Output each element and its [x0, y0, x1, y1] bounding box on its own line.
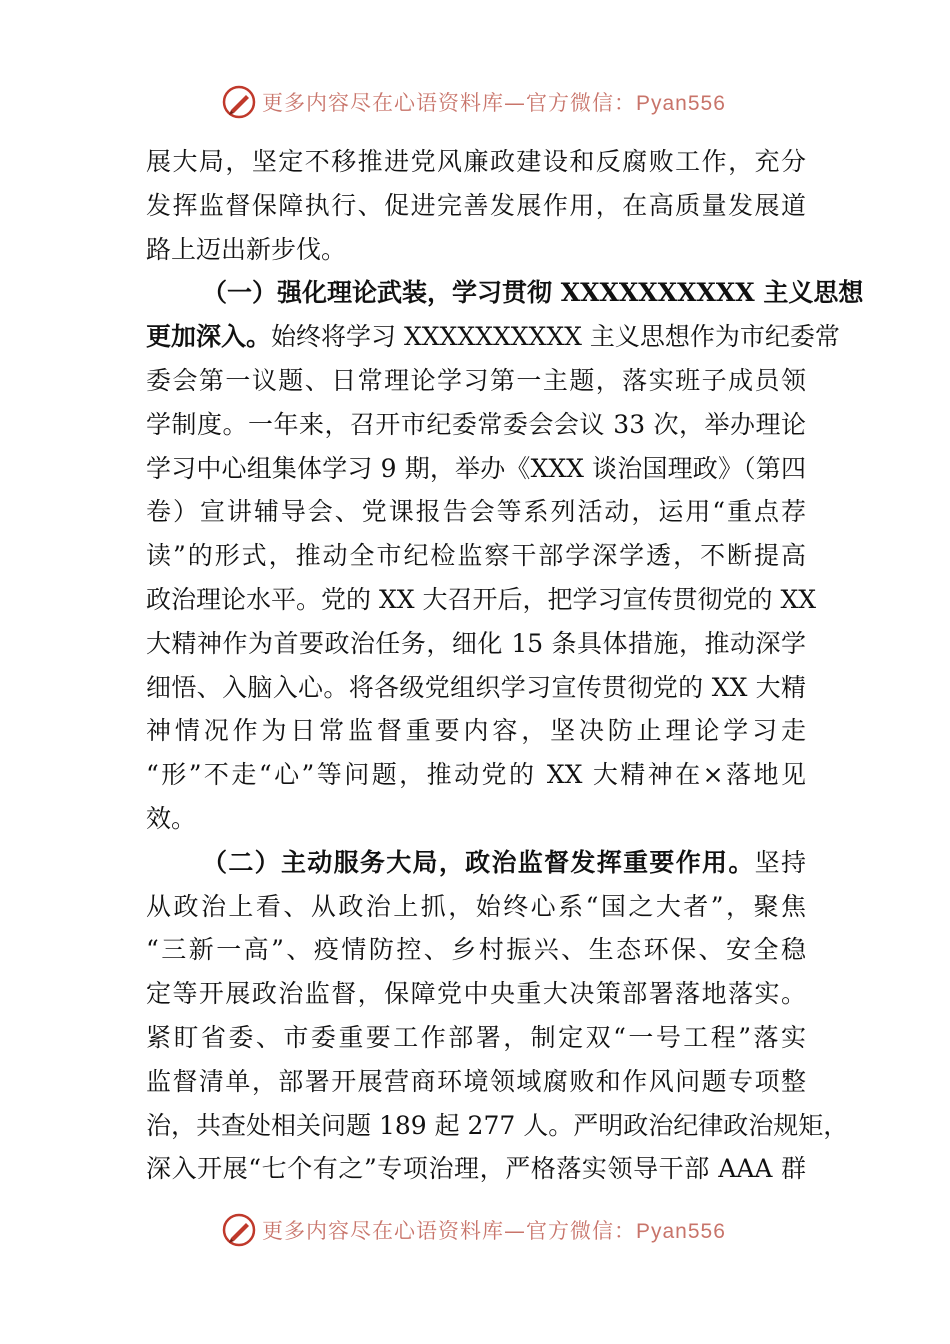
document-body [146, 140, 864, 1191]
section-heading: （一）强化理论武装，学习贯彻 XXXXXXXXXX 主义思想 [202, 278, 864, 308]
text-run: 坚持 [754, 847, 806, 877]
text-line: 路上迈出新步伐。 [146, 234, 347, 264]
text-line: 深入开展“七个有之”专项治理，严格落实领导干部 AAA 群 [146, 1154, 806, 1184]
text-run: 始终将学习 XXXXXXXXXX 主义思想作为市纪委常 [271, 322, 840, 352]
pen-logo-icon [222, 85, 256, 119]
banner-text: 更多内容尽在心语资料库—官方微信：Pyan556 [262, 91, 726, 115]
text-line: 政治理论水平。党的 XX 大召开后，把学习宣传贯彻党的 XX [146, 584, 817, 614]
pen-logo-icon [222, 1213, 256, 1247]
wechat-id: Pyan556 [636, 92, 726, 115]
text-line: 学习中心组集体学习 9 期，举办《XXX 谈治国理政》（第四 [146, 453, 806, 483]
text-line: 效。 [146, 803, 197, 833]
text-line: 发挥监督保障执行、促进完善发展作用，在高质量发展道 [146, 190, 806, 220]
text-line: 委会第一议题、日常理论学习第一主题，落实班子成员领 [146, 365, 806, 395]
text-line [146, 315, 840, 359]
text-line: 卷）宣讲辅导会、党课报告会等系列活动，运用“重点荐 [146, 497, 806, 527]
section-heading: （二）主动服务大局，政治监督发挥重要作用。 [202, 847, 755, 877]
text-line: “形”不走“心”等问题，推动党的 XX 大精神在×落地见 [146, 760, 806, 790]
text-line: “三新一高”、疫情防控、乡村振兴、生态环保、安全稳 [146, 935, 806, 965]
text-line: 读”的形式，推动全市纪检监察干部学深学透，不断提高 [146, 541, 806, 571]
paragraph-continuation [146, 140, 806, 271]
text-line: 学制度。一年来，召开市纪委常委会会议 33 次，举办理论 [146, 409, 806, 439]
text-line: 神情况作为日常监督重要内容，坚决防止理论学习走 [146, 716, 806, 746]
text-line: 监督清单，部署开展营商环境领域腐败和作风问题专项整 [146, 1066, 806, 1096]
section-heading-end: 更加深入。 [146, 322, 272, 352]
wechat-id: Pyan556 [636, 1220, 726, 1243]
text-line: 细悟、入脑入心。将各级党组织学习宣传贯彻党的 XX 大精 [146, 672, 806, 702]
text-line: 紧盯省委、市委重要工作部署，制定双“一号工程”落实 [146, 1022, 806, 1052]
paragraph-section-1 [146, 271, 864, 840]
text-line: 治，共查处相关问题 189 起 277 人。严明政治纪律政治规矩， [146, 1110, 849, 1140]
footer-banner [222, 1210, 742, 1250]
banner-text: 更多内容尽在心语资料库—官方微信：Pyan556 [262, 1219, 726, 1243]
text-line: 从政治上看、从政治上抓，始终心系“国之大者”，聚焦 [146, 891, 806, 921]
paragraph-section-2 [146, 841, 849, 1191]
text-line [146, 841, 806, 885]
header-banner [222, 82, 742, 122]
text-line: 展大局，坚定不移推进党风廉政建设和反腐败工作，充分 [146, 147, 806, 176]
text-line: 定等开展政治监督，保障党中央重大决策部署落地落实。 [146, 979, 806, 1009]
text-line: 大精神作为首要政治任务，细化 15 条具体措施，推动深学 [146, 628, 806, 658]
